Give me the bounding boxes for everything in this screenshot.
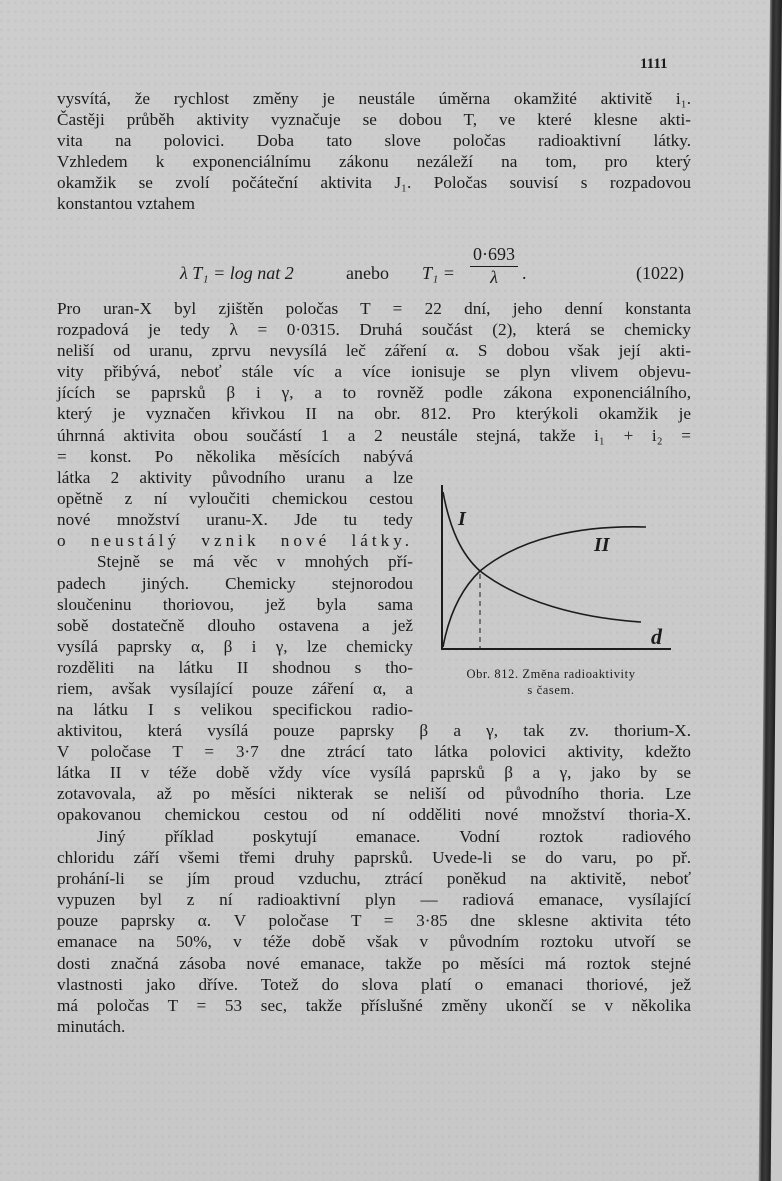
text-line: opakovanou chemickou cestou od ní odděliti nové množství thoria-X. <box>57 805 691 825</box>
text-line: prohání-li se jím proud vzduchu, ztrácí poněkud na aktivitě, neboť <box>57 869 691 889</box>
curve-II-growth <box>443 527 646 647</box>
text-line: vita na polovici. Doba tato slove poločas radioaktivní látky. <box>57 131 691 151</box>
paragraph-emanation <box>57 826 691 1037</box>
formula-left: λ T₁ = log nat 2 <box>180 263 294 283</box>
text-line: jících se paprsků β i γ, a to rovněž podle zákona exponenciálního, <box>57 383 691 403</box>
axis-label-d: d <box>651 624 662 649</box>
text-line: který je vyznačen křivkou II na obr. 812. Pro kterýkoli okamžik je <box>57 404 691 424</box>
text-line: V poločase T = 3·7 dne ztrácí tato látka polovici aktivity, kdežto <box>57 742 691 762</box>
caption-line: s časem. <box>527 683 575 697</box>
paragraph-half-life-intro <box>57 88 691 215</box>
figure-caption <box>426 666 676 698</box>
text-line: Vzhledem k exponenciálnímu zákonu nezáleží na tom, pro který <box>57 152 691 172</box>
text-line: okamžik se zvolí počáteční aktivita J₁. Poločas souvisí s rozpadovou <box>57 173 691 193</box>
text-line: rozpadová je tedy λ = 0·0315. Druhá součást (2), která se chemicky <box>57 320 691 340</box>
caption-line: Obr. 812. Změna radioaktivity <box>466 667 636 681</box>
equation-number: (1022) <box>636 263 684 283</box>
formula-conjunction: anebo <box>346 263 389 283</box>
text-line: riem, avšak vysílající pouze záření α, a <box>57 679 413 699</box>
text-line: vypuzen byl z ní radioaktivní plyn — radiová emanace, vysílající <box>57 890 691 910</box>
text-line: rozděliti na látku II shodnou s tho- <box>57 657 413 677</box>
text-line: chloridu září všemi třemi druhy paprsků. Uvede-li se do varu, po př. <box>57 848 691 868</box>
paragraph-uranium-x <box>57 298 691 446</box>
text-line: Stejně se má věc v mnohých pří- <box>97 552 413 572</box>
text-line-emphasis: o neustálý vznik nové látky. <box>57 531 413 551</box>
text-line: vity přibývá, neboť stále víc a více ionisuje se plyn vlivem objevu- <box>57 362 691 382</box>
text-line: na látku I s velikou specifickou radio- <box>57 700 413 720</box>
text-line: Jiný příklad poskytují emanace. Vodní roztok radiového <box>97 827 691 846</box>
text-line: látka II v téže době vždy více vysílá paprsků β a γ, jako by se <box>57 763 691 783</box>
text-line: aktivitou, která vysílá pouze paprsky β a γ, tak zv. thorium-X. <box>57 721 691 740</box>
text-line: zotavovala, až po měsíci nikterak se neliší od původního thoria. Lze <box>57 784 691 804</box>
text-line: padech jiných. Chemicky stejnorodou <box>57 573 413 593</box>
text-line: Pro uran-X byl zjištěn poločas T = 22 dní, jeho denní konstanta <box>57 299 691 318</box>
fraction-denominator: λ <box>490 267 498 287</box>
formula-period: . <box>522 263 527 283</box>
text-line: neliší od uranu, zprvu nevysílá leč záření α. S dobou však její akti- <box>57 341 691 361</box>
fraction-numerator: 0·693 <box>470 244 518 267</box>
formula-fraction <box>470 244 518 288</box>
text-line: vlastnosti jako dříve. Totež do slova platí o emanaci thoriové, jež <box>57 974 691 994</box>
paragraph-thorium-x <box>57 720 691 825</box>
page-number: 1111 <box>640 56 668 72</box>
text-line: konstantou vztahem <box>57 194 195 214</box>
text-line: Častěji průběh aktivity vyznačuje se dobou T, ve které klesne akti- <box>57 110 691 130</box>
text-line: vysílá paprsky α, β i γ, lze chemicky <box>57 636 413 656</box>
text-line: pouze paprsky α. V poločase T = 3·85 dne sklesne aktivita této <box>57 911 691 931</box>
text-line: sloučeninu thoriovou, jež byla sama <box>57 594 413 614</box>
text-line: opětně z ní vyloučiti chemickou cestou <box>57 489 413 509</box>
text-line: úhrnná aktivita obou součástí 1 a 2 neustále stejná, takže i₁ + i₂ = <box>57 425 691 445</box>
text-line: látka 2 aktivity původního uranu a lze <box>57 468 413 488</box>
paragraph-narrow-column <box>57 446 413 720</box>
curve-label-I: I <box>458 508 466 530</box>
curve-I-decay <box>443 492 641 622</box>
curve-label-II: II <box>594 534 610 556</box>
text-line: vysvítá, že rychlost změny je neustále úměrna okamžité aktivitě i₁. <box>57 89 691 108</box>
text-line: nové množství uranu-X. Jde tu tedy <box>57 510 413 530</box>
text-line: minutách. <box>57 1016 126 1036</box>
text-line: má poločas T = 53 sec, takže příslušné změny ukončí se v několika <box>57 995 691 1015</box>
formula-right-lhs: T₁ = <box>422 263 455 283</box>
text-line: sobě dostatečně dlouho ostavena a jež <box>57 615 413 635</box>
text-line: dosti značná zásoba nové emanace, takže po měsíci má roztok stejné <box>57 953 691 973</box>
text-line: = konst. Po několika měsících nabývá <box>57 447 413 466</box>
equation-1022 <box>0 244 782 294</box>
text-line: emanace na 50%, v téže době však v původním roztoku utvoří se <box>57 932 691 952</box>
